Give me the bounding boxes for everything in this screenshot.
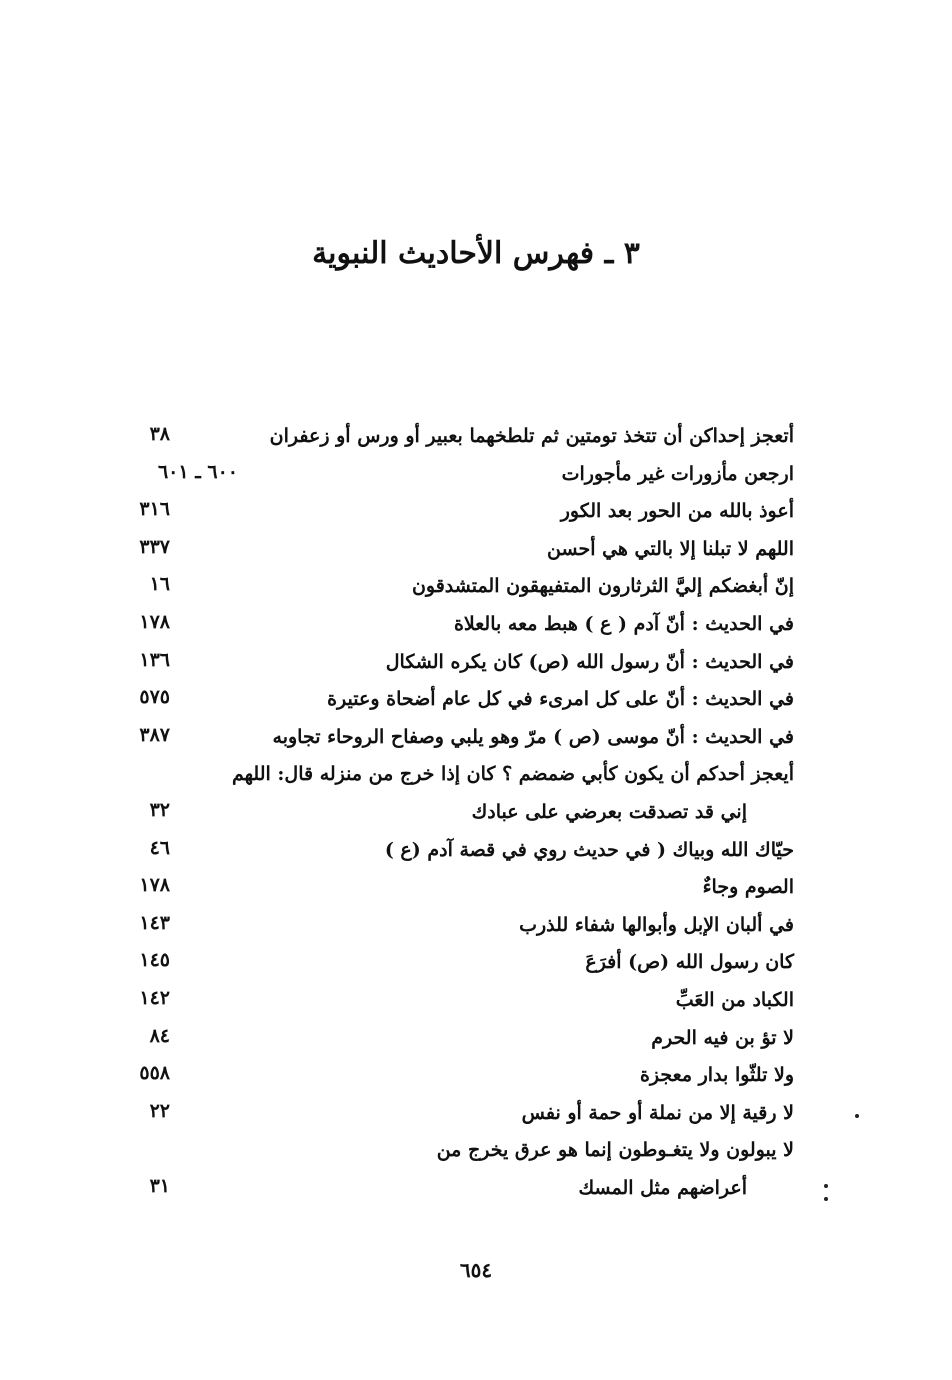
page-reference: ٣١ bbox=[149, 1175, 170, 1197]
index-entry bbox=[0, 685, 952, 721]
index-entry bbox=[0, 1136, 952, 1172]
hadith-text: الكباد من العَبِّ bbox=[675, 989, 794, 1011]
page-reference: ١٧٨ bbox=[139, 874, 170, 896]
index-entry bbox=[0, 497, 952, 533]
page-reference: ١٤٣ bbox=[139, 912, 170, 934]
hadith-text: في الحديث : أنّ آدم ( ع ) هبط معه بالعلاة bbox=[453, 613, 794, 635]
page-reference: ٣٨٧ bbox=[139, 724, 170, 746]
index-entry bbox=[0, 760, 952, 796]
index-entry bbox=[0, 873, 952, 909]
hadith-text: أتعجز إحداكن أن تتخذ تومتين ثم تلطخهما بعبير أو ورس أو زعفران bbox=[269, 425, 794, 447]
hadith-text: أعراضهم مثل المسك bbox=[578, 1177, 747, 1199]
index-entry bbox=[0, 723, 952, 759]
page-reference: ١٦ bbox=[149, 573, 170, 595]
index-entry bbox=[0, 648, 952, 684]
index-entry bbox=[0, 986, 952, 1022]
index-entry bbox=[0, 572, 952, 608]
index-entry bbox=[0, 535, 952, 571]
page-reference: ١٣٦ bbox=[139, 649, 170, 671]
page-number: ٦٥٤ bbox=[459, 1258, 493, 1282]
hadith-text: في الحديث : أنّ على كل امرىء في كل عام أضحاة وعتيرة bbox=[327, 688, 794, 710]
index-entry bbox=[0, 1174, 952, 1210]
page-reference: ٣٢ bbox=[149, 799, 170, 821]
index-entry bbox=[0, 1024, 952, 1060]
index-entry bbox=[0, 1061, 952, 1097]
hadith-text: ولا تلثّوا بدار معجزة bbox=[639, 1064, 794, 1086]
page-reference: ١٤٢ bbox=[139, 987, 170, 1009]
hadith-text: حيّاك الله وبياك ( في حديث روي في قصة آدم (ع ) bbox=[384, 839, 794, 861]
hadith-text: اللهم لا تبلنا إلا بالتي هي أحسن bbox=[547, 538, 794, 560]
page-reference: ٢٢ bbox=[149, 1100, 170, 1122]
index-entry bbox=[0, 422, 952, 458]
page-reference: ٣٨ bbox=[149, 423, 170, 445]
index-entry bbox=[0, 460, 952, 496]
hadith-text: إني قد تصدقت بعرضي على عبادك bbox=[471, 801, 747, 823]
hadith-text: في الحديث : أنّ رسول الله (ص) كان يكره الشكال bbox=[385, 651, 794, 673]
hadith-text: لا رقية إلا من نملة أو حمة أو نفس bbox=[521, 1102, 794, 1124]
hadith-text: ارجعن مأزورات غير مأجورات bbox=[561, 463, 794, 485]
page-title: ٣ ـ فهرس الأحاديث النبوية bbox=[312, 236, 640, 271]
speck-mark bbox=[824, 1184, 828, 1188]
page-reference: ٣١٦ bbox=[139, 498, 170, 520]
page-reference: ٣٣٧ bbox=[139, 536, 170, 558]
hadith-text: لا تؤ بن فيه الحرم bbox=[651, 1027, 794, 1049]
hadith-text: أعوذ بالله من الحور بعد الكور bbox=[560, 500, 794, 522]
speck-mark bbox=[824, 1197, 828, 1201]
hadith-text: لا يبولون ولا يتغـوطون إنما هو عرق يخرج من bbox=[436, 1139, 794, 1161]
index-entry bbox=[0, 911, 952, 947]
hadith-text: أيعجز أحدكم أن يكون كأبي ضمضم ؟ كان إذا خرج من منزله قال: اللهم bbox=[232, 763, 794, 785]
hadith-text: في ألبان الإبل وأبوالها شفاء للذرب bbox=[519, 914, 794, 936]
hadith-text: إنّ أبغضكم إليَّ الثرثارون المتفيهقون المتشدقون bbox=[411, 575, 794, 597]
hadith-text: الصوم وجاءٌ bbox=[702, 876, 794, 898]
speck-mark bbox=[855, 1114, 859, 1118]
index-entry bbox=[0, 798, 952, 834]
index-entry bbox=[0, 948, 952, 984]
page-reference: ٤٦ bbox=[149, 837, 170, 859]
page-reference: ٥٥٨ bbox=[139, 1062, 170, 1084]
index-entry bbox=[0, 836, 952, 872]
page-reference: ٦٠٠ ـ ٦٠١ bbox=[157, 461, 238, 483]
page-reference: ٥٧٥ bbox=[139, 686, 170, 708]
page-reference: ١٤٥ bbox=[139, 949, 170, 971]
page-reference: ٨٤ bbox=[149, 1025, 170, 1047]
page-reference: ١٧٨ bbox=[139, 611, 170, 633]
hadith-text: كان رسول الله (ص) أفرَعَ bbox=[585, 951, 794, 973]
index-entry bbox=[0, 1099, 952, 1135]
hadith-text: في الحديث : أنّ موسى (ص ) مرّ وهو يلبي وصفاح الروحاء تجاوبه bbox=[272, 726, 794, 748]
index-entry bbox=[0, 610, 952, 646]
